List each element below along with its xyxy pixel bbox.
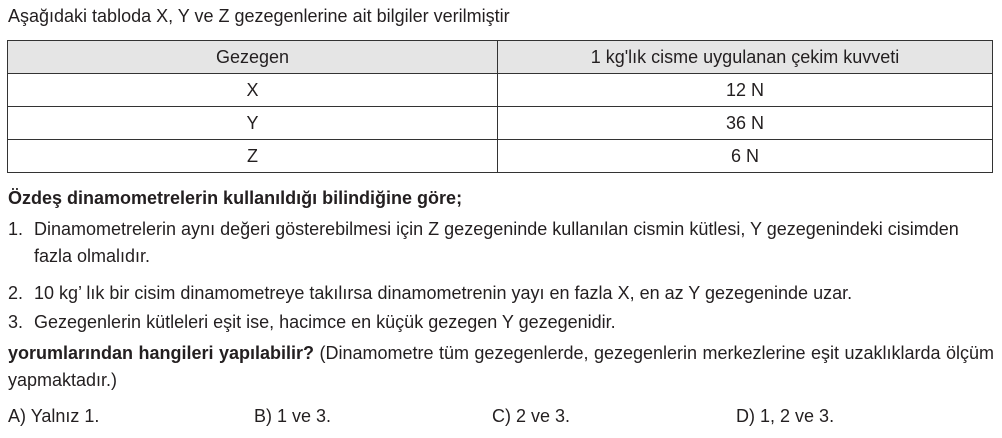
closing-bold: yorumlarından hangileri yapılabilir? — [8, 343, 314, 363]
option-text: 2 ve 3. — [516, 406, 571, 426]
cell-force: 36 N — [498, 107, 993, 140]
statement-text: 10 kg’ lık bir cisim dinamometreye takılırsa dinamometrenin yayı en fazla X, en az Y gezegeninde uzar. — [34, 283, 853, 303]
option-text: 1 ve 3. — [277, 406, 332, 426]
header-force: 1 kg'lık cisme uygulanan çekim kuvveti — [498, 41, 993, 74]
statement-text: Gezegenlerin kütleleri eşit ise, hacimce en küçük gezegen Y gezegenidir. — [34, 312, 616, 332]
planet-table — [7, 40, 993, 173]
statement-number: 2. — [8, 283, 24, 303]
table-header-row — [8, 41, 993, 74]
option-label: C) — [492, 406, 511, 426]
cell-planet: Y — [8, 107, 498, 140]
table-row — [8, 140, 993, 173]
cell-force: 6 N — [498, 140, 993, 173]
closing-text — [8, 340, 994, 394]
option-b[interactable] — [254, 406, 331, 427]
cell-planet: Z — [8, 140, 498, 173]
statement-1 — [8, 216, 994, 270]
option-d[interactable] — [736, 406, 834, 427]
header-planet: Gezegen — [8, 41, 498, 74]
cell-planet: X — [8, 74, 498, 107]
statement-number: 3. — [8, 312, 24, 332]
option-label: B) — [254, 406, 272, 426]
intro-text: Aşağıdaki tabloda X, Y ve Z gezegenlerine ait bilgiler verilmiştir — [8, 6, 510, 26]
cell-force: 12 N — [498, 74, 993, 107]
table-row — [8, 107, 993, 140]
option-text: 1, 2 ve 3. — [760, 406, 835, 426]
option-label: A) — [8, 406, 26, 426]
statement-text: Dinamometrelerin aynı değeri gösterebilmesi için Z gezegeninde kullanılan cismin kütlesi, Y gezegenindeki cisimden fazla olmalıdır. — [34, 219, 959, 266]
option-a[interactable] — [8, 406, 99, 427]
option-label: D) — [736, 406, 755, 426]
statement-2 — [8, 280, 994, 307]
question-stem: Özdeş dinamometrelerin kullanıldığı bilindiğine göre; — [8, 188, 463, 208]
option-text: Yalnız 1. — [30, 406, 100, 426]
statement-3 — [8, 309, 994, 336]
closing-note: (Dinamometre tüm gezegenlerde, gezegenlerin merkezlerine eşit uzaklıklarda ölçüm yapmaktadır.) — [8, 343, 994, 390]
statement-number: 1. — [8, 219, 24, 239]
option-c[interactable] — [492, 406, 570, 427]
table-row — [8, 74, 993, 107]
